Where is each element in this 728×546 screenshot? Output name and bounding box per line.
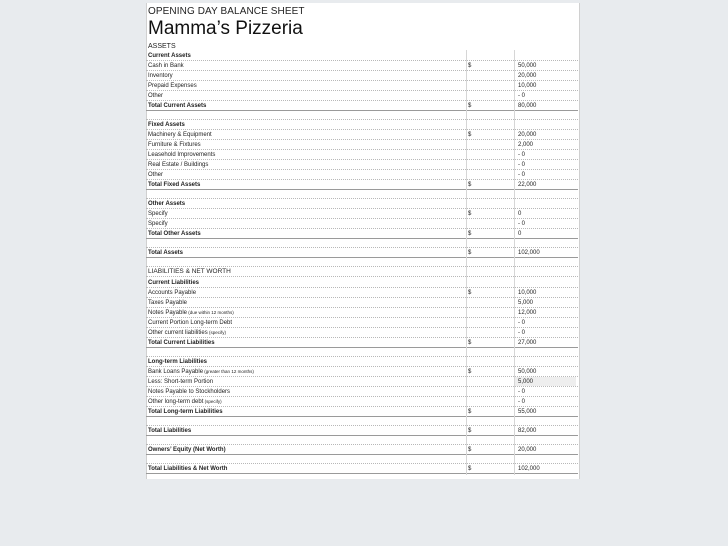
dollar-sign: $ — [468, 63, 472, 69]
row-value: 102,000 — [518, 250, 540, 256]
row-value: - 0 — [518, 221, 526, 227]
row-value: 50,000 — [518, 369, 537, 375]
row-label: Total Liabilities — [148, 428, 192, 434]
row-label: Furniture & Fixtures — [148, 142, 201, 148]
row-label: Cash in Bank — [148, 63, 184, 69]
row-label: Notes Payable (due within 12 months) — [148, 310, 234, 316]
row-value: 0 — [518, 211, 522, 217]
row-value: 20,000 — [518, 73, 537, 79]
dollar-sign: $ — [468, 182, 472, 188]
row-label: Leasehold Improvements — [148, 152, 216, 158]
row-label: Fixed Assets — [148, 122, 185, 128]
company-name: Mamma’s Pizzeria — [148, 18, 303, 39]
sheet-header-line: OPENING DAY BALANCE SHEET — [148, 6, 305, 17]
dollar-sign: $ — [468, 447, 472, 453]
row-label: Current Portion Long-term Debt — [148, 320, 233, 326]
row-label: Inventory — [148, 73, 173, 79]
row-value: - 0 — [518, 330, 526, 336]
row-value: 0 — [518, 231, 522, 237]
row-value: - 0 — [518, 162, 526, 168]
row-value: 102,000 — [518, 466, 540, 472]
row-label: Long-term Liabilities — [148, 359, 208, 365]
row-label: Less: Short-term Portion — [148, 379, 214, 385]
column-divider — [466, 50, 467, 475]
dollar-sign: $ — [468, 466, 472, 472]
row-label: Other current liabilities (specify) — [148, 330, 226, 336]
row-label: Other — [148, 172, 164, 178]
column-divider — [514, 50, 515, 475]
row-label: Total Long-term Liabilities — [148, 409, 223, 415]
row-value: 5,000 — [518, 379, 534, 385]
row-label: Accounts Payable — [148, 290, 197, 296]
row-note: (greater than 12 months) — [203, 369, 254, 374]
row-value: 10,000 — [518, 83, 537, 89]
row-value: 82,000 — [518, 428, 537, 434]
row-value: - 0 — [518, 172, 526, 178]
assets-heading: ASSETS — [148, 43, 176, 50]
row-label: LIABILITIES & NET WORTH — [148, 268, 231, 275]
row-value: - 0 — [518, 399, 526, 405]
dollar-sign: $ — [468, 250, 472, 256]
row-value: 55,000 — [518, 409, 537, 415]
row-note: (due within 12 months) — [187, 310, 234, 315]
row-value: 22,000 — [518, 182, 537, 188]
row-value: 20,000 — [518, 132, 537, 138]
dollar-sign: $ — [468, 428, 472, 434]
row-value: 50,000 — [518, 63, 537, 69]
dollar-sign: $ — [468, 369, 472, 375]
row-label: Specify — [148, 211, 168, 217]
row-label: Notes Payable to Stockholders — [148, 389, 231, 395]
row-value: 80,000 — [518, 103, 537, 109]
row-value: 27,000 — [518, 340, 537, 346]
row-label: Total Current Liabilities — [148, 340, 215, 346]
dollar-sign: $ — [468, 231, 472, 237]
row-value: - 0 — [518, 389, 526, 395]
dollar-sign: $ — [468, 103, 472, 109]
row-label: Bank Loans Payable (greater than 12 months) — [148, 369, 254, 375]
row-label: Other — [148, 93, 164, 99]
row-label: Other long-term debt (specify) — [148, 399, 222, 405]
row-value: 5,000 — [518, 300, 534, 306]
row-label: Prepaid Expenses — [148, 83, 197, 89]
row-label: Taxes Payable — [148, 300, 188, 306]
row-label: Total Fixed Assets — [148, 182, 201, 188]
row-label: Specify — [148, 221, 168, 227]
row-label: Total Current Assets — [148, 103, 207, 109]
dollar-sign: $ — [468, 132, 472, 138]
row-value: 2,000 — [518, 142, 534, 148]
row-label: Current Assets — [148, 53, 191, 59]
row-value: - 0 — [518, 152, 526, 158]
row-value: 20,000 — [518, 447, 537, 453]
row-value: - 0 — [518, 320, 526, 326]
row-note: (specify) — [207, 330, 226, 335]
row-label: Current Liabilities — [148, 280, 200, 286]
dollar-sign: $ — [468, 409, 472, 415]
row-label: Total Other Assets — [148, 231, 201, 237]
row-label: Real Estate / Buildings — [148, 162, 209, 168]
row-label: Machinery & Equipment — [148, 132, 212, 138]
row-value: 12,000 — [518, 310, 537, 316]
dollar-sign: $ — [468, 290, 472, 296]
row-label: Owners’ Equity (Net Worth) — [148, 447, 226, 453]
row-value: - 0 — [518, 93, 526, 99]
row-label: Total Assets — [148, 250, 184, 256]
row-label: Total Liabilities & Net Worth — [148, 466, 228, 472]
row-note: (specify) — [203, 399, 222, 404]
dollar-sign: $ — [468, 211, 472, 217]
row-label: Other Assets — [148, 201, 186, 207]
row-value: 10,000 — [518, 290, 537, 296]
dollar-sign: $ — [468, 340, 472, 346]
